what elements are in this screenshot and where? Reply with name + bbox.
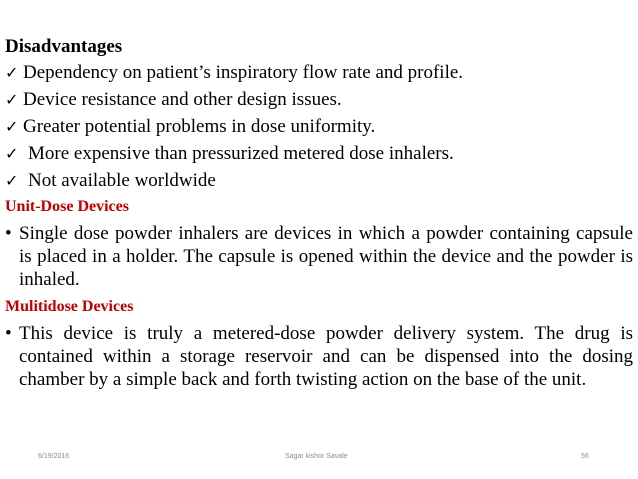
- multidose-text: This device is truly a metered-dose powder delivery system. The drug is contained within a storage reservoir and can be dispensed into the dosing chamber by a simple back and forth twisting action on the base of the unit.: [19, 323, 633, 390]
- list-item-text: Dependency on patient’s inspiratory flow rate and profile.: [23, 62, 464, 83]
- disadvantages-heading: Disadvantages: [5, 36, 123, 57]
- footer-author: Sagar kishor Savale: [285, 453, 348, 460]
- check-icon: ✓: [5, 171, 19, 190]
- check-icon: ✓: [5, 63, 19, 82]
- multidose-paragraph: [5, 322, 633, 391]
- check-icon: ✓: [5, 144, 19, 163]
- unit-dose-paragraph: [5, 222, 633, 291]
- footer-page-number: 56: [581, 453, 589, 460]
- list-item: [5, 140, 633, 167]
- multidose-title: Mulitidose Devices: [5, 298, 134, 315]
- check-icon: ✓: [5, 90, 19, 109]
- list-item-text: Not available worldwide: [28, 170, 216, 191]
- list-item: [5, 59, 633, 86]
- slide-content: [5, 34, 633, 395]
- list-item-text: Device resistance and other design issues.: [23, 89, 342, 110]
- disadvantages-list: [5, 59, 633, 194]
- bullet-icon: •: [5, 223, 12, 244]
- list-item: [5, 113, 633, 140]
- list-item: [5, 167, 633, 194]
- unit-dose-text: Single dose powder inhalers are devices in which a powder containing capsule is placed in a holder. The capsule is opened within the device and the powder is inhaled.: [19, 223, 633, 290]
- unit-dose-title: Unit-Dose Devices: [5, 198, 129, 215]
- footer-date: 6/19/2016: [38, 453, 70, 460]
- check-icon: ✓: [5, 117, 19, 136]
- list-item: [5, 86, 633, 113]
- list-item-text: Greater potential problems in dose uniformity.: [23, 116, 376, 137]
- bullet-icon: •: [5, 323, 12, 344]
- list-item-text: More expensive than pressurized metered dose inhalers.: [28, 143, 454, 164]
